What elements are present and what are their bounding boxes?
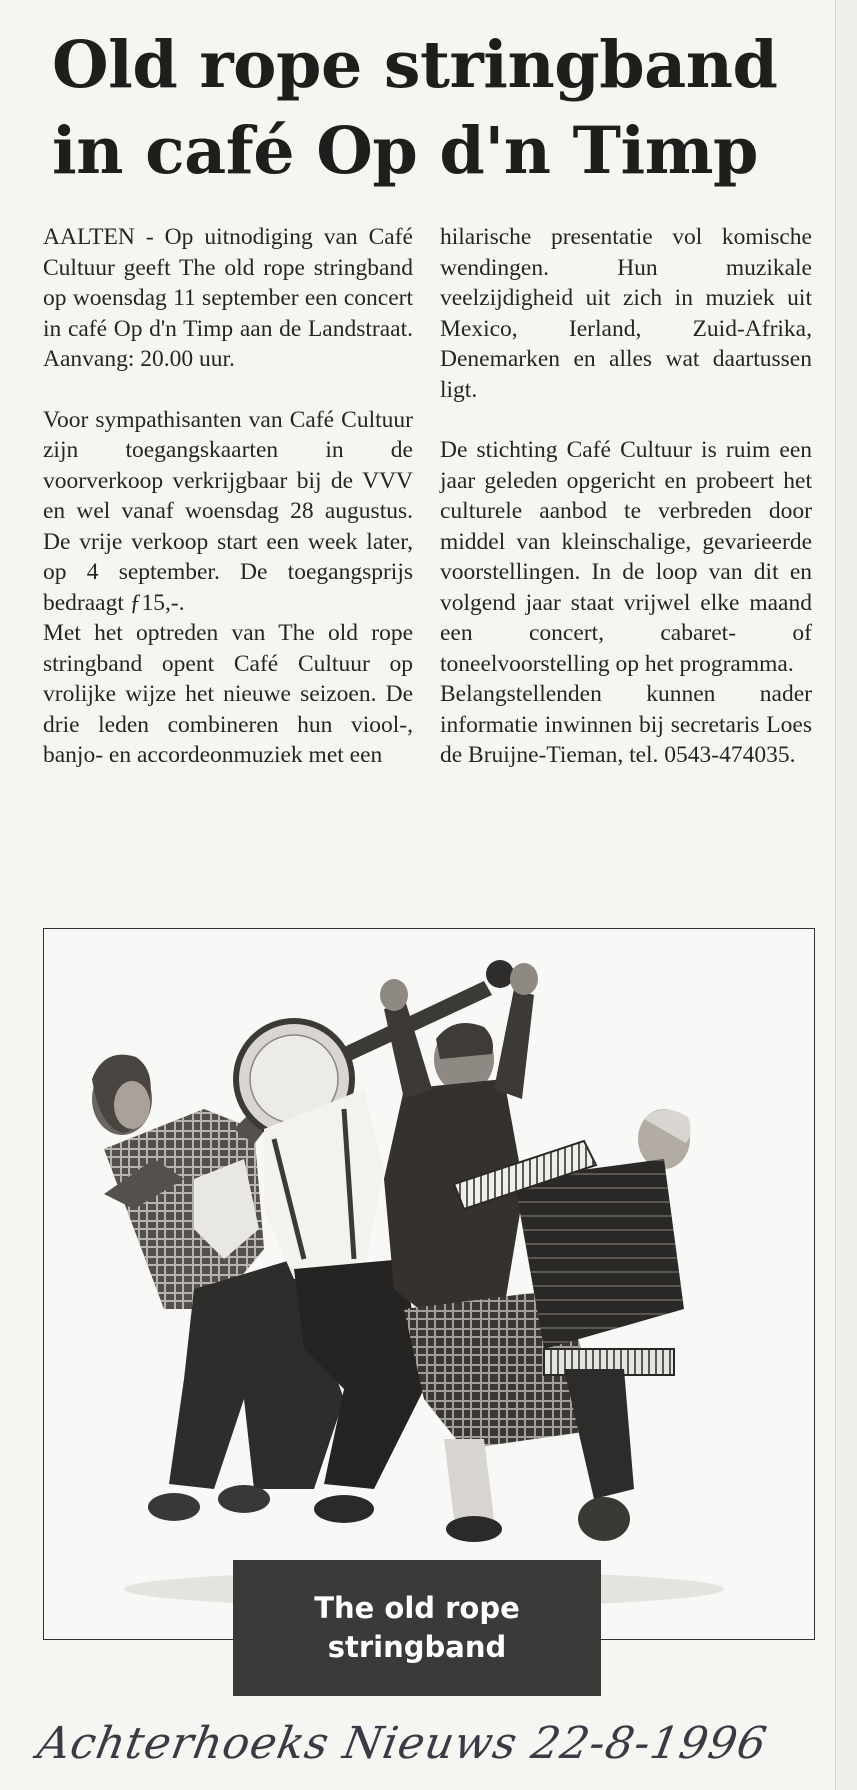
band-photo-illustration (44, 929, 814, 1639)
article-paragraph: AALTEN - Op uitnodiging van Café Cultuur geeft The old rope stringband op woensdag 11 september een concert in café Op d'n Timp aan de Landstraat. Aanvang: 20.00 uur. (43, 224, 413, 372)
handwritten-source-text: Achterhoeks Nieuws 22-8-1996 (33, 1718, 772, 1769)
photo-caption (233, 1560, 601, 1696)
band-photo (43, 928, 815, 1640)
photo-caption-line-2: stringband (327, 1630, 507, 1664)
article-column-right (440, 222, 812, 771)
article-paragraph: Belangstellenden kunnen nader informatie inwinnen bij secretaris Loes de Bruijne-Tieman, tel. 0543-474035. (440, 681, 812, 768)
handwritten-source-note (33, 1700, 772, 1780)
article-column-left (43, 222, 413, 771)
article-paragraph: De stichting Café Cultuur is ruim een jaar geleden opgericht en probeert het culturele aanbod te verbreden door middel van kleinschalige, gevarieerde voorstellingen. In de loop van dit en volgend jaar staat vrijwel elke maand een concert, cabaret- of toneelvoorstelling op het programma. (440, 437, 812, 677)
article-paragraph: hilarische presentatie vol komische wendingen. Hun muzikale veelzijdigheid uit zich in muziek uit Mexico, Ierland, Zuid-Afrika, Denemarken en alles wat daartussen ligt. (440, 224, 812, 403)
article-paragraph: Voor sympathisanten van Café Cultuur zijn toegangskaarten in de voorverkoop verkrijgbaar bij de VVV en wel vanaf woensdag 28 augustus. De vrije verkoop start een week later, op 4 september. De toegangsprijs bedraagt ƒ15,-. (43, 406, 413, 616)
headline-line-1: Old rope stringband (52, 27, 778, 103)
article-paragraph: Met het optreden van The old rope stringband opent Café Cultuur op vrolijke wijze het nieuwe seizoen. De drie leden combineren hun viool-, banjo- en accordeonmuziek met een (43, 620, 413, 768)
headline (52, 22, 812, 194)
headline-line-2: in café Op d'n Timp (52, 113, 758, 189)
photo-caption-line-1: The old rope (314, 1591, 520, 1625)
